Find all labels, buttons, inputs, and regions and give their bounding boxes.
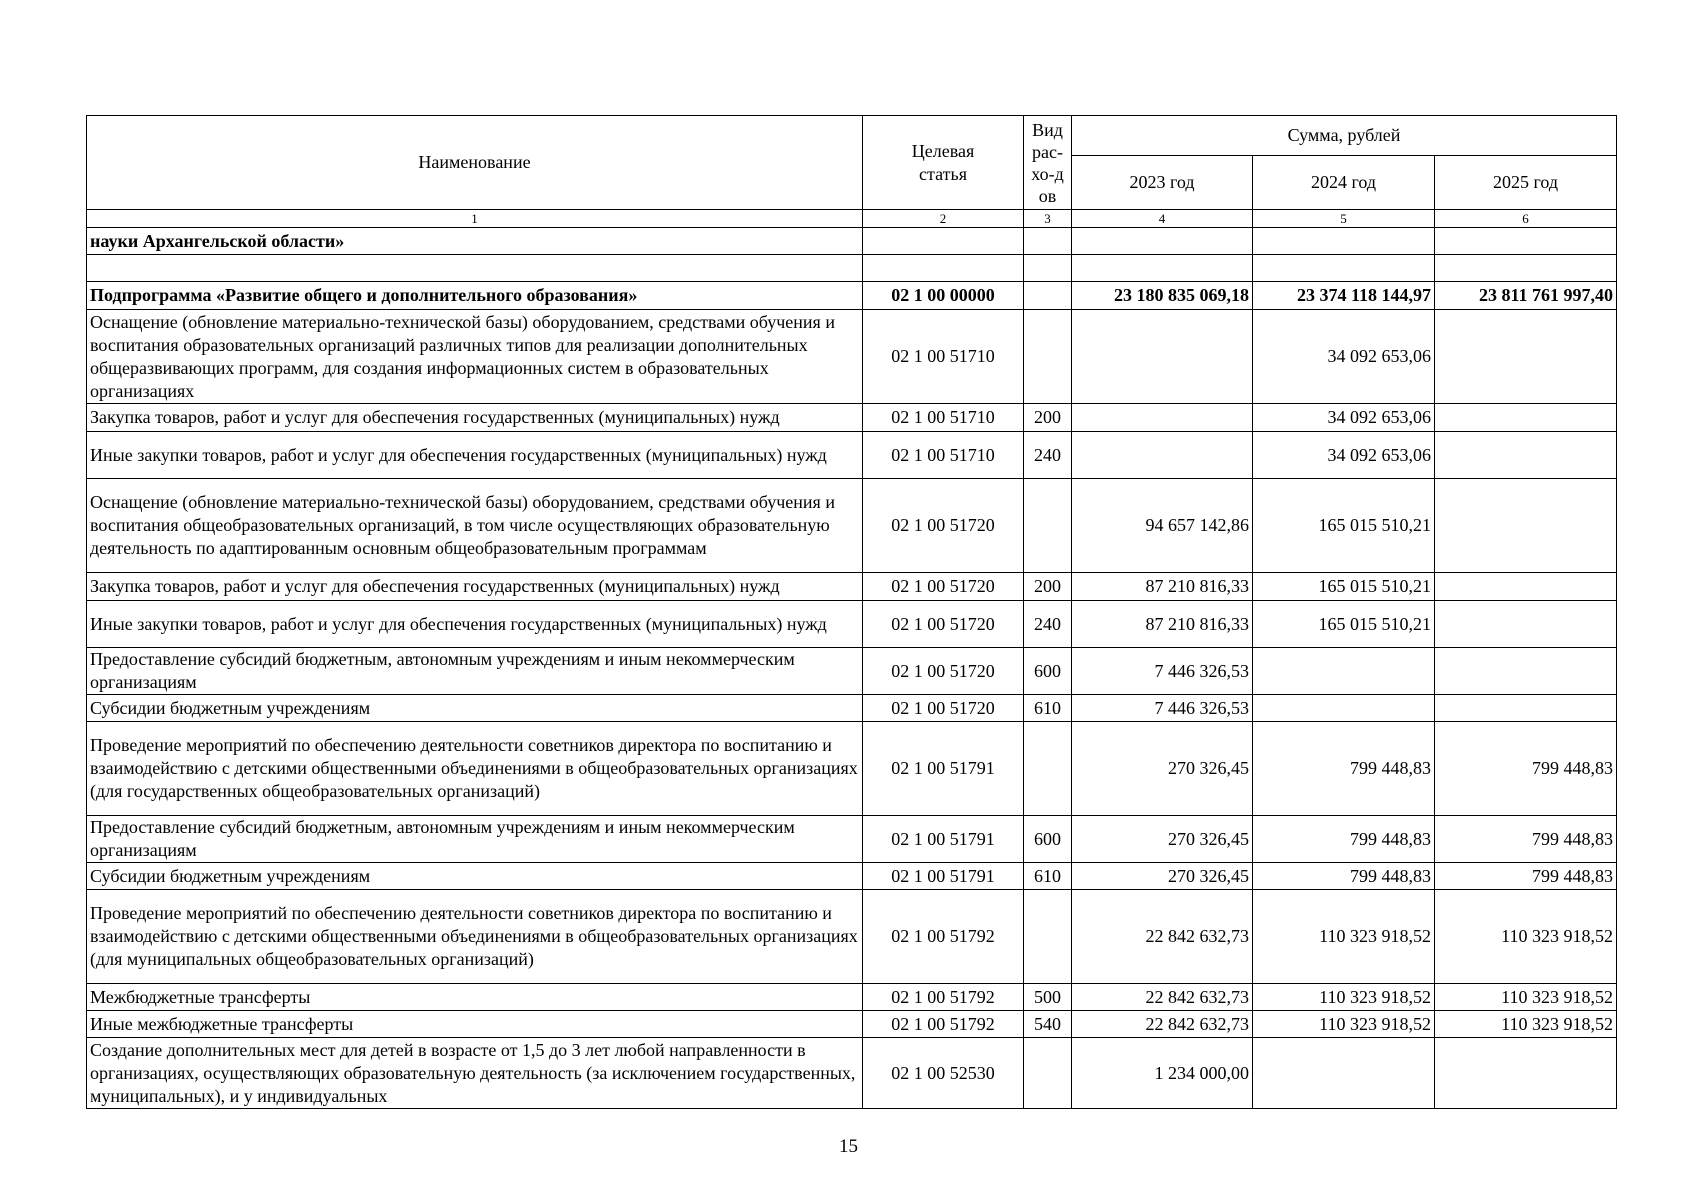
row-vid [1024, 722, 1072, 816]
row-2023: 270 326,45 [1072, 816, 1253, 863]
row-vid: 600 [1024, 816, 1072, 863]
row-2024: 165 015 510,21 [1253, 479, 1435, 573]
row-name: Подпрограмма «Развитие общего и дополнительного образования» [87, 282, 863, 310]
row-vid: 500 [1024, 984, 1072, 1011]
table-row [87, 228, 1617, 255]
row-2023 [1072, 228, 1253, 255]
row-2024: 23 374 118 144,97 [1253, 282, 1435, 310]
row-2025 [1435, 601, 1617, 648]
row-name: Закупка товаров, работ и услуг для обеспечения государственных (муниципальных) нужд [87, 573, 863, 601]
row-name: Предоставление субсидий бюджетным, автономным учреждениям и иным некоммерческим организациям [87, 816, 863, 863]
row-2023: 22 842 632,73 [1072, 890, 1253, 984]
row-target: 02 1 00 51792 [863, 1011, 1024, 1038]
row-vid: 610 [1024, 695, 1072, 722]
row-2024: 110 323 918,52 [1253, 984, 1435, 1011]
row-vid: 240 [1024, 432, 1072, 479]
row-name: Межбюджетные трансферты [87, 984, 863, 1011]
row-2023: 7 446 326,53 [1072, 648, 1253, 695]
table-row [87, 863, 1617, 890]
colnum-6: 6 [1435, 210, 1617, 228]
row-2024: 34 092 653,06 [1253, 432, 1435, 479]
row-2025 [1435, 648, 1617, 695]
row-target: 02 1 00 51710 [863, 310, 1024, 404]
row-2023: 87 210 816,33 [1072, 573, 1253, 601]
row-2024: 799 448,83 [1253, 722, 1435, 816]
table-row [87, 695, 1617, 722]
table-row [87, 404, 1617, 432]
row-target: 02 1 00 51710 [863, 432, 1024, 479]
row-target: 02 1 00 51792 [863, 890, 1024, 984]
table-row [87, 816, 1617, 863]
colnum-4: 4 [1072, 210, 1253, 228]
row-2025: 799 448,83 [1435, 722, 1617, 816]
row-target: 02 1 00 51720 [863, 573, 1024, 601]
header-year-2025: 2025 год [1435, 156, 1617, 210]
row-vid [1024, 890, 1072, 984]
row-vid [1024, 310, 1072, 404]
row-target: 02 1 00 51720 [863, 695, 1024, 722]
row-2024: 799 448,83 [1253, 816, 1435, 863]
row-2024 [1253, 695, 1435, 722]
row-vid [1024, 228, 1072, 255]
row-target: 02 1 00 51791 [863, 863, 1024, 890]
row-2025 [1435, 228, 1617, 255]
row-name: Иные закупки товаров, работ и услуг для обеспечения государственных (муниципальных) нужд [87, 432, 863, 479]
row-2025 [1435, 404, 1617, 432]
row-target: 02 1 00 51720 [863, 601, 1024, 648]
row-2023: 7 446 326,53 [1072, 695, 1253, 722]
row-2025: 110 323 918,52 [1435, 890, 1617, 984]
table-row [87, 432, 1617, 479]
row-2023: 270 326,45 [1072, 863, 1253, 890]
row-2025 [1435, 479, 1617, 573]
row-vid: 600 [1024, 648, 1072, 695]
row-2023 [1072, 255, 1253, 282]
row-name: Оснащение (обновление материально-технической базы) оборудованием, средствами обучения и воспитания образовательных организаций различных типов для реализации дополнительных общеразвивающих программ, для создания информационных систем в образовательных организациях [87, 310, 863, 404]
header-expense-type: Вид рас-хо-дов [1024, 116, 1072, 210]
row-name: Создание дополнительных мест для детей в возрасте от 1,5 до 3 лет любой направленности в организациях, осуществляющих образовательную деятельность (за исключением государственных, муниципальных), и у индивидуальных [87, 1038, 863, 1109]
row-2025: 110 323 918,52 [1435, 1011, 1617, 1038]
row-name: Иные закупки товаров, работ и услуг для обеспечения государственных (муниципальных) нужд [87, 601, 863, 648]
row-vid: 540 [1024, 1011, 1072, 1038]
row-2024 [1253, 1038, 1435, 1109]
row-name: Субсидии бюджетным учреждениям [87, 695, 863, 722]
header-year-2024: 2024 год [1253, 156, 1435, 210]
budget-table [86, 115, 1617, 1109]
row-2023: 23 180 835 069,18 [1072, 282, 1253, 310]
table-row [87, 1011, 1617, 1038]
row-2025: 799 448,83 [1435, 816, 1617, 863]
row-target: 02 1 00 52530 [863, 1038, 1024, 1109]
page-number: 15 [839, 1136, 858, 1157]
header-sum: Сумма, рублей [1072, 116, 1617, 156]
row-2023: 270 326,45 [1072, 722, 1253, 816]
table-row [87, 310, 1617, 404]
table-row [87, 601, 1617, 648]
row-name: Проведение мероприятий по обеспечению деятельности советников директора по воспитанию и взаимодействию с детскими общественными объединениями в общеобразовательных организациях (для муниципальных общеобразовательных организаций) [87, 890, 863, 984]
table-row [87, 573, 1617, 601]
row-2023: 94 657 142,86 [1072, 479, 1253, 573]
row-name: Иные межбюджетные трансферты [87, 1011, 863, 1038]
row-vid: 200 [1024, 573, 1072, 601]
table-row [87, 722, 1617, 816]
colnum-5: 5 [1253, 210, 1435, 228]
row-vid [1024, 479, 1072, 573]
row-2024: 110 323 918,52 [1253, 1011, 1435, 1038]
row-vid: 200 [1024, 404, 1072, 432]
row-target: 02 1 00 51792 [863, 984, 1024, 1011]
row-2023 [1072, 404, 1253, 432]
row-2025 [1435, 573, 1617, 601]
row-2025 [1435, 310, 1617, 404]
row-2024: 110 323 918,52 [1253, 890, 1435, 984]
row-name: Проведение мероприятий по обеспечению деятельности советников директора по воспитанию и взаимодействию с детскими общественными объединениями в общеобразовательных организациях (для государственных общеобразовательных организаций) [87, 722, 863, 816]
table-row [87, 984, 1617, 1011]
row-2024: 165 015 510,21 [1253, 573, 1435, 601]
row-target: 02 1 00 51720 [863, 648, 1024, 695]
row-2025: 23 811 761 997,40 [1435, 282, 1617, 310]
row-name [87, 255, 863, 282]
row-2024 [1253, 255, 1435, 282]
row-2025 [1435, 1038, 1617, 1109]
row-2023: 22 842 632,73 [1072, 984, 1253, 1011]
row-name: Субсидии бюджетным учреждениям [87, 863, 863, 890]
row-2024 [1253, 228, 1435, 255]
row-vid [1024, 1038, 1072, 1109]
header-year-2023: 2023 год [1072, 156, 1253, 210]
colnum-2: 2 [863, 210, 1024, 228]
header-target-article: Целевая статья [863, 116, 1024, 210]
row-2025 [1435, 695, 1617, 722]
row-2023 [1072, 310, 1253, 404]
header-name: Наименование [87, 116, 863, 210]
row-target: 02 1 00 51720 [863, 479, 1024, 573]
colnum-1: 1 [87, 210, 863, 228]
row-name: Закупка товаров, работ и услуг для обеспечения государственных (муниципальных) нужд [87, 404, 863, 432]
row-2023: 22 842 632,73 [1072, 1011, 1253, 1038]
row-vid [1024, 282, 1072, 310]
row-name: науки Архангельской области» [87, 228, 863, 255]
row-2024: 799 448,83 [1253, 863, 1435, 890]
table-row [87, 255, 1617, 282]
row-2024: 165 015 510,21 [1253, 601, 1435, 648]
row-2023: 87 210 816,33 [1072, 601, 1253, 648]
table-row [87, 648, 1617, 695]
table-row [87, 479, 1617, 573]
row-vid: 240 [1024, 601, 1072, 648]
row-name: Оснащение (обновление материально-технической базы) оборудованием, средствами обучения и воспитания общеобразовательных организаций, в том числе осуществляющих образовательную деятельность по адаптированным основным общеобразовательным программам [87, 479, 863, 573]
row-target: 02 1 00 00000 [863, 282, 1024, 310]
table-row [87, 282, 1617, 310]
row-name: Предоставление субсидий бюджетным, автономным учреждениям и иным некоммерческим организациям [87, 648, 863, 695]
row-2024 [1253, 648, 1435, 695]
table-row [87, 890, 1617, 984]
row-2025 [1435, 255, 1617, 282]
table-row [87, 1038, 1617, 1109]
row-target [863, 255, 1024, 282]
row-2023: 1 234 000,00 [1072, 1038, 1253, 1109]
row-2024: 34 092 653,06 [1253, 310, 1435, 404]
row-2024: 34 092 653,06 [1253, 404, 1435, 432]
row-target: 02 1 00 51791 [863, 722, 1024, 816]
row-2025 [1435, 432, 1617, 479]
row-vid [1024, 255, 1072, 282]
colnum-3: 3 [1024, 210, 1072, 228]
row-2025: 799 448,83 [1435, 863, 1617, 890]
row-vid: 610 [1024, 863, 1072, 890]
row-target [863, 228, 1024, 255]
row-2025: 110 323 918,52 [1435, 984, 1617, 1011]
row-target: 02 1 00 51710 [863, 404, 1024, 432]
row-2023 [1072, 432, 1253, 479]
row-target: 02 1 00 51791 [863, 816, 1024, 863]
